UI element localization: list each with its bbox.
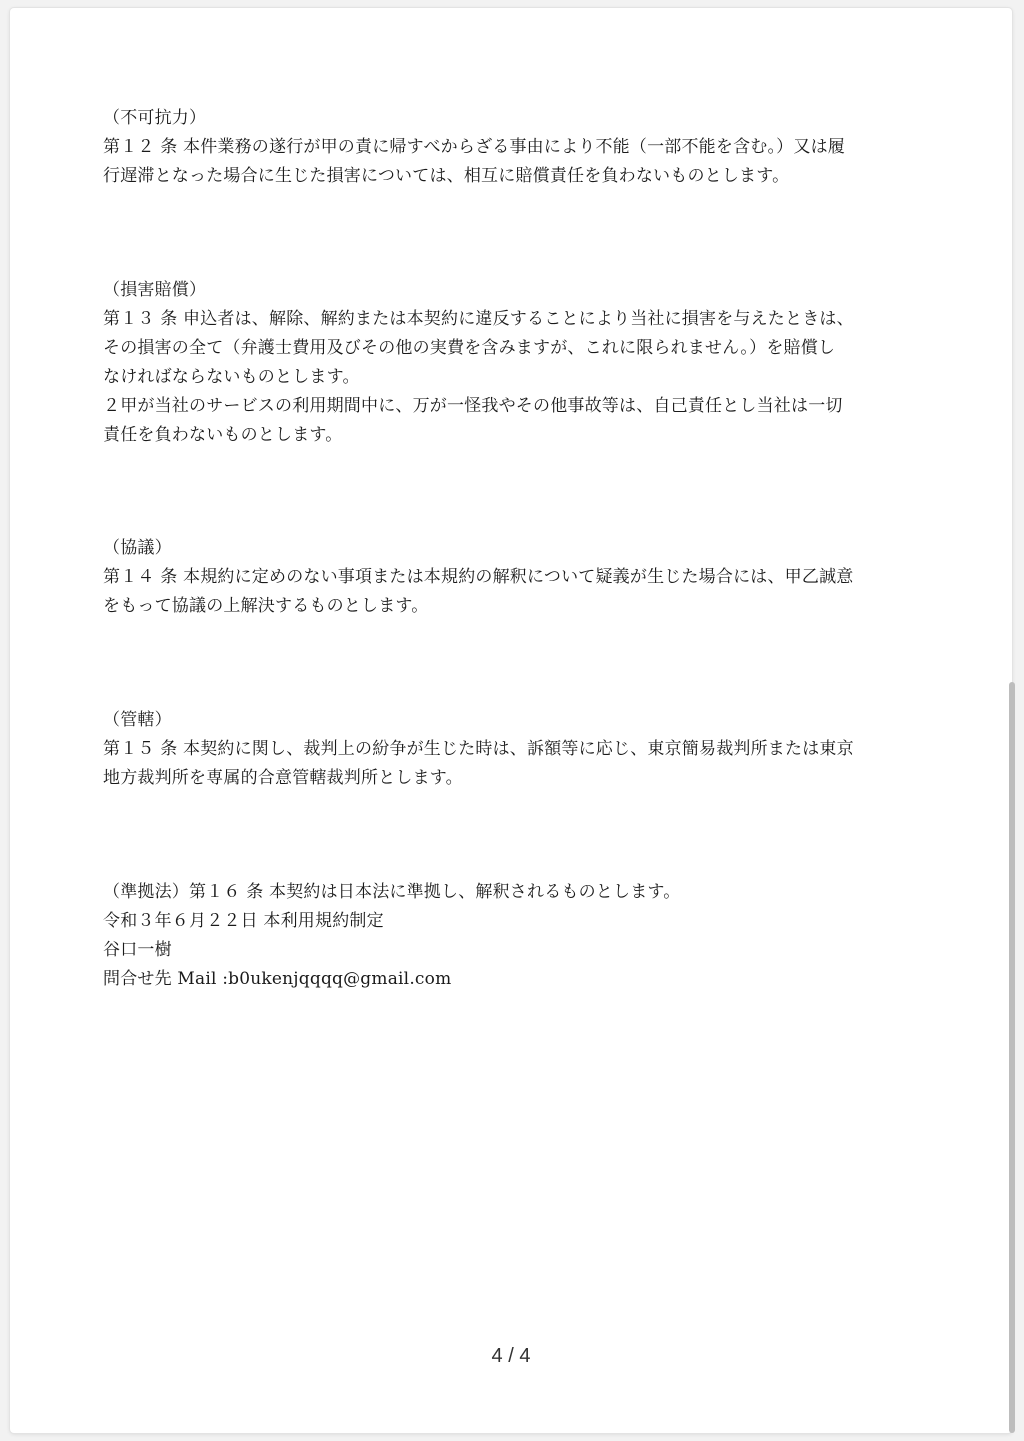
author-name: 谷口一樹	[103, 940, 172, 960]
enacted-date: 令和３年６月２２日 本利用規約制定	[103, 911, 384, 931]
section-line: その損害の全て（弁護士費用及びその他の実費を含みますが、これに限られません。）を賠償し	[103, 338, 836, 358]
contact-mail: 問合せ先 Mail :b0ukenjqqqq@gmail.com	[103, 969, 452, 989]
governing-law-line: （準拠法）第１６ 条 本契約は日本法に準拠し、解釈されるものとします。	[103, 882, 681, 902]
section-line: 第１４ 条 本規約に定めのない事項または本規約の解釈について疑義が生じた場合には、甲乙誠意	[103, 567, 854, 587]
section-force-majeure	[103, 104, 933, 191]
section-heading: （管轄）	[103, 710, 172, 730]
section-heading: （協議）	[103, 538, 172, 558]
section-heading: （損害賠償）	[103, 280, 207, 300]
section-line: 地方裁判所を専属的合意管轄裁判所とします。	[103, 768, 463, 788]
section-line: ２甲が当社のサービスの利用期間中に、万が一怪我やその他事故等は、自己責任とし当社は一切	[103, 396, 843, 416]
section-line: 第１３ 条 申込者は、解除、解約または本契約に違反することにより当社に損害を与えたときは、	[103, 309, 854, 329]
section-line: 第１２ 条 本件業務の遂行が甲の責に帰すべからざる事由により不能（一部不能を含む。）又は履	[103, 137, 845, 157]
section-heading: （不可抗力）	[103, 108, 207, 128]
section-line: をもって協議の上解決するものとします。	[103, 596, 429, 616]
section-line: 第１５ 条 本契約に関し、裁判上の紛争が生じた時は、訴額等に応じ、東京簡易裁判所または東京	[103, 739, 854, 759]
section-jurisdiction	[103, 706, 933, 793]
section-consultation	[103, 534, 933, 621]
section-damages	[103, 276, 933, 450]
section-line: 責任を負わないものとします。	[103, 425, 343, 445]
section-line: なければならないものとします。	[103, 367, 360, 387]
closing-block	[103, 878, 933, 994]
page-indicator: 4 / 4	[491, 1345, 531, 1367]
section-line: 行遅滞となった場合に生じた損害については、相互に賠償責任を負わないものとします。	[103, 166, 790, 186]
scrollbar-thumb[interactable]	[1009, 682, 1015, 1433]
document-page	[10, 8, 1012, 1433]
